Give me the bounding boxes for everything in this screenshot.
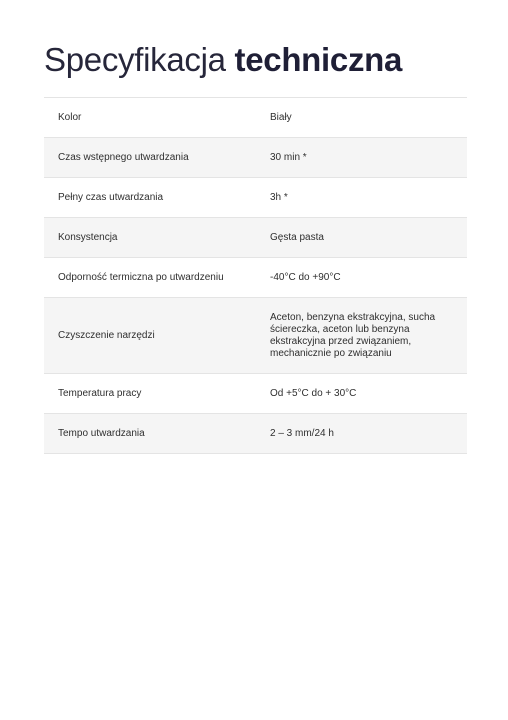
- table-row: [44, 218, 467, 258]
- row-label-czas-wstepnego: Czas wstępnego utwardzania: [58, 151, 189, 163]
- row-value-czyszczenie: Aceton, benzyna ekstrakcyjna, sucha ściereczka, aceton lub benzyna ekstrakcyjna przed związaniem, mechanicznie po związaniu: [270, 311, 436, 359]
- row-label-pelny-czas: Pełny czas utwardzania: [58, 191, 164, 203]
- table-row: [44, 414, 467, 454]
- page-title-bold: techniczna: [234, 41, 403, 78]
- table-row: [44, 258, 467, 298]
- row-value-konsystencja: Gęsta pasta: [270, 231, 324, 243]
- row-label-czyszczenie: Czyszczenie narzędzi: [58, 329, 155, 341]
- row-label-konsystencja: Konsystencja: [58, 231, 118, 243]
- row-label-tempo: Tempo utwardzania: [58, 427, 145, 439]
- page-title-light: Specyfikacja: [44, 41, 226, 78]
- table-row: [44, 298, 467, 374]
- row-value-pelny-czas: 3h *: [270, 191, 288, 203]
- table-row: [44, 98, 467, 138]
- row-value-tempo: 2 – 3 mm/24 h: [270, 427, 334, 439]
- table-row: [44, 374, 467, 414]
- table-row: [44, 178, 467, 218]
- row-value-temperatura: Od +5°C do + 30°C: [270, 387, 357, 399]
- table-row: [44, 138, 467, 178]
- row-value-odpornosc: -40°C do +90°C: [270, 271, 341, 283]
- row-value-czas-wstepnego: 30 min *: [270, 151, 307, 163]
- row-label-odpornosc: Odporność termiczna po utwardzeniu: [58, 271, 224, 283]
- row-value-kolor: Biały: [270, 111, 292, 123]
- spec-table: [44, 97, 467, 454]
- page-title: [44, 40, 402, 80]
- row-label-temperatura: Temperatura pracy: [58, 387, 142, 399]
- row-label-kolor: Kolor: [58, 111, 82, 123]
